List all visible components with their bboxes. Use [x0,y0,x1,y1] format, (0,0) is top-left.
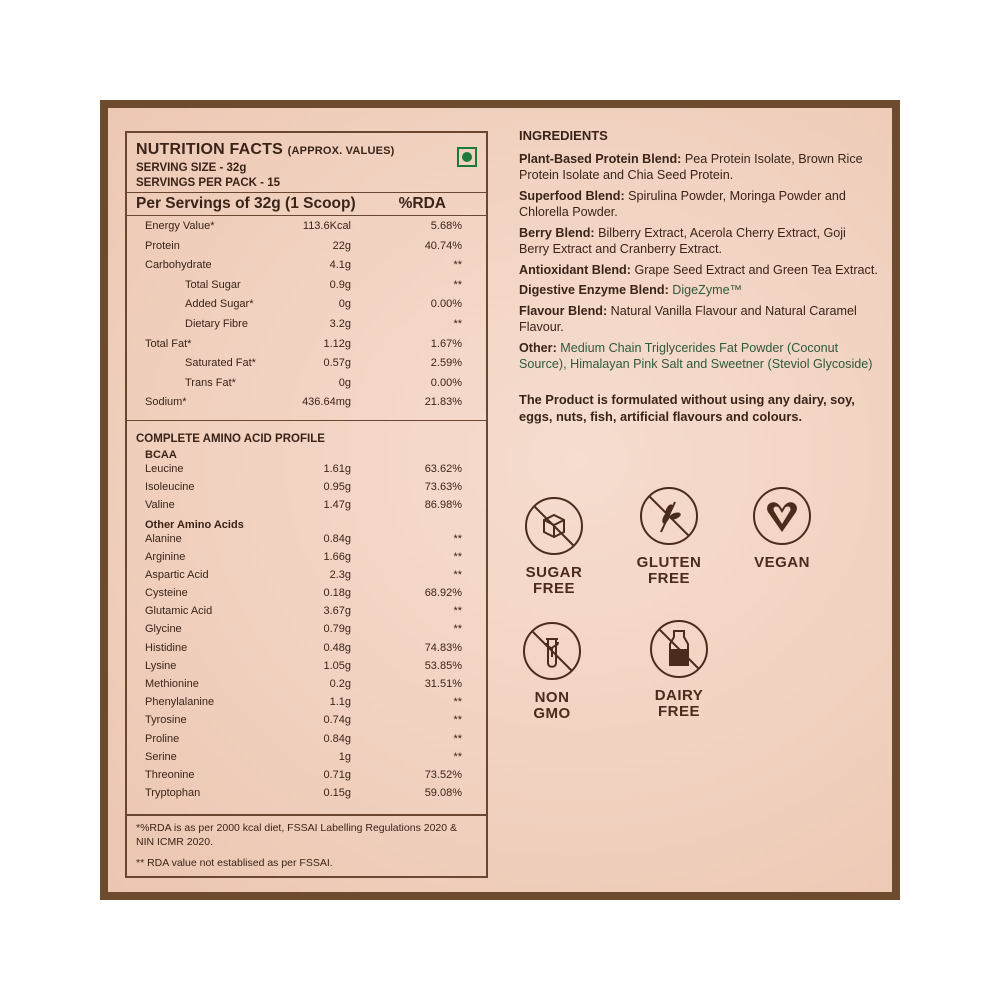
nutrient-amount: 436.64mg [302,396,351,409]
nutrient-name: Added Sugar* [185,298,254,311]
label-frame [100,100,900,900]
nutrient-row [127,481,486,499]
nutrient-name: Lysine [145,659,177,672]
nutrient-rows [127,216,486,414]
nutrient-rda: 31.51% [424,678,462,690]
nutrient-rda: 40.74% [424,239,462,252]
nutrient-rda: 59.08% [424,787,462,800]
ingredient-text: Pea Protein Isolate, Brown Rice Protein Isolate and Chia Seed Protein. [519,151,863,182]
nutrient-amount: 0.74g [323,714,351,727]
badge-label: VEGAN [754,554,810,571]
nutrient-amount: 1.47g [323,499,351,512]
nutrient-amount: 1.61g [323,462,351,475]
ingredient-label: Plant-Based Protein Blend: [519,151,682,166]
nutrient-name: Methionine [145,678,199,690]
nutrient-name: Energy Value* [145,220,215,232]
nutrient-amount: 0.95g [323,481,351,494]
badge-non-gmo [512,621,592,721]
nutrient-amount: 1g [338,750,351,763]
nutrient-rda: ** [453,532,462,545]
nutrient-row [127,355,486,375]
nutrient-rda: 68.92% [424,587,462,600]
ingredient-text: Natural Vanilla Flavour and Natural Caramel Flavour. [519,303,857,334]
nutrient-amount: 22g [332,239,351,252]
nutrient-name: Glutamic Acid [145,605,213,618]
nutrient-name: Carbohydrate [145,259,212,272]
nutrient-rda: 73.52% [424,768,462,781]
nutrient-amount: 0.48g [323,641,351,654]
ingredient-item [519,340,879,373]
nutrient-name: Alanine [145,532,182,545]
nutrient-row [127,238,486,258]
ingredient-text: Spirulina Powder, Moringa Powder and Chlorella Powder. [519,188,846,219]
nutrient-amount: 1.1g [329,696,351,709]
nutrient-name: Histidine [145,641,188,654]
nutrient-name: Proline [145,732,180,745]
nutrient-name: Valine [145,499,175,512]
footnote-not-established: ** RDA value not establised as per FSSAI. [136,857,333,869]
nutrient-name: Aspartic Acid [145,568,209,581]
nutrient-name: Threonine [145,768,195,781]
nutrient-row [127,463,486,481]
nutrient-rda: 0.00% [430,376,462,389]
nutrient-name: Serine [145,750,177,763]
nutrient-row [127,277,486,297]
nutrient-row [127,336,486,356]
nutrient-amount: 3.67g [323,605,351,618]
ingredient-list [519,151,879,373]
nutrient-amount: 2.3g [329,568,351,581]
nutrient-name: Arginine [145,550,186,563]
nutrient-name: Isoleucine [145,481,195,494]
nutrient-row [127,533,486,551]
nutrient-rda: 74.83% [424,641,462,654]
ingredient-label: Other: [519,340,557,355]
nutrient-rda: 63.62% [424,462,462,475]
ingredient-label: Berry Blend: [519,225,595,240]
nutrient-row [127,660,486,678]
nutrient-row [127,623,486,641]
nutrient-rda: ** [453,732,462,745]
nutrient-amount: 0g [338,376,351,389]
ingredients-section [519,128,879,429]
nutrition-facts-table [125,131,488,816]
ingredient-text: DigeZyme™ [672,283,743,297]
ingredient-item [519,225,879,258]
ingredient-item [519,262,879,279]
ingredient-item [519,151,879,184]
nutrient-rda: 1.67% [430,337,462,350]
nutrient-rda: ** [453,317,462,330]
nutrient-amount: 0.71g [323,768,351,781]
nutrient-row [127,678,486,696]
nutrient-amount: 0.9g [329,278,351,291]
ingredient-text: Medium Chain Triglycerides Fat Powder (Coconut Source), Himalayan Pink Salt and Sweetner (Steviol Glycoside) [519,340,873,371]
nutrient-amount: 3.2g [329,317,351,330]
ingredient-item [519,282,879,299]
nutrient-row [127,218,486,238]
nutrient-amount: 4.1g [329,259,351,272]
nutrient-row [127,257,486,277]
nutrient-amount: 0.84g [323,532,351,545]
nutrient-name: Sodium* [145,396,187,409]
nutrient-name: Protein [145,239,180,252]
nutrient-name: Phenylalanine [145,696,215,709]
nutrient-row [127,316,486,336]
badge-label: SUGAR [525,564,583,581]
wheat-icon [639,486,699,546]
badge-label: FREE [657,702,700,720]
ingredient-label: Flavour Blend: [519,303,608,318]
serving-size: SERVING SIZE - 32g [136,162,247,174]
nutrient-row [127,394,486,414]
vegan-heart-icon [752,486,812,546]
other-amino-label: Other Amino Acids [145,518,244,531]
nutrient-amount: 0.84g [323,732,351,745]
formulation-statement: The Product is formulated without using any dairy, soy, eggs, nuts, fish, artificial flavours and colours. [519,391,855,424]
nutrient-name: Total Sugar [185,278,241,291]
nutrient-rda: ** [453,714,462,727]
nutrient-amount: 0.57g [323,357,351,370]
nutrient-amount: 113.6Kcal [302,220,351,232]
sugar-cube-icon [524,496,584,556]
badge-label: GLUTEN [636,554,702,571]
per-serving-label: Per Servings of 32g (1 Scoop) [136,195,356,212]
nutrient-row [127,499,486,517]
badge-vegan [742,486,822,571]
nutrient-rda: ** [453,605,462,618]
nutrient-rda: ** [453,259,462,272]
ingredient-label: Superfood Blend: [519,188,625,203]
nutrient-rda: ** [453,750,462,763]
nutrient-name: Trans Fat* [185,376,236,389]
nutrient-name: Dietary Fibre [185,317,248,330]
badge-label: FREE [532,579,575,597]
nutrient-rda: 5.68% [430,220,462,232]
servings-per-pack: SERVINGS PER PACK - 15 [136,177,281,189]
per-serving-header [127,192,486,216]
nutrition-title: NUTRITION FACTS [136,141,283,158]
badge-sugar-free [514,496,594,596]
nutrient-rda: ** [453,696,462,709]
nutrient-rda: ** [453,568,462,581]
nutrient-row [127,605,486,623]
nutrition-title-note: (APPROX. VALUES) [287,145,395,157]
nutrient-rda: 86.98% [424,499,462,512]
ingredient-item [519,303,879,336]
bcaa-rows [127,463,486,518]
nutrient-rda: 2.59% [430,357,462,370]
ingredient-text: Grape Seed Extract and Green Tea Extract. [634,262,878,277]
rda-header: %RDA [398,195,446,212]
nutrient-amount: 0g [338,298,351,311]
badge-dairy-free [639,619,719,719]
nutrient-amount: 1.12g [323,337,351,350]
nutrition-footnotes [125,816,488,878]
ingredient-text: Bilberry Extract, Acerola Cherry Extract, Goji Berry Extract and Cranberry Extract. [519,225,846,256]
label-panel [108,108,892,892]
nutrient-amount: 0.18g [323,587,351,600]
nutrient-rda: 73.63% [424,481,462,494]
ingredient-label: Digestive Enzyme Blend: [519,283,669,297]
nutrient-rda: ** [453,278,462,291]
nutrient-name: Glycine [145,623,182,636]
nutrient-rda: 21.83% [424,396,462,409]
nutrient-rda: ** [453,623,462,636]
nutrient-amount: 0.2g [329,678,351,690]
milk-bottle-icon [649,619,709,679]
badge-label: FREE [647,569,690,587]
nutrient-name: Leucine [145,462,184,475]
nutrient-row [127,587,486,605]
badge-label: NON [534,689,570,706]
nutrient-amount: 1.66g [323,550,351,563]
nutrition-header [127,133,486,189]
nutrient-name: Tyrosine [145,714,187,727]
nutrient-row [127,569,486,587]
nutrient-row [127,296,486,316]
nutrient-name: Total Fat* [145,337,192,350]
test-tube-plant-icon [522,621,582,681]
nutrient-row [127,375,486,395]
badge-label: GMO [533,704,571,722]
nutrient-row [127,551,486,569]
footnote-rda: *%RDA is as per 2000 kcal diet, FSSAI Labelling Regulations 2020 & NIN ICMR 2020. [136,822,458,848]
nutrient-rda: ** [453,550,462,563]
nutrient-row [127,751,486,769]
veg-mark-icon [457,147,477,167]
nutrient-row [127,769,486,787]
ingredients-title: INGREDIENTS [519,128,608,143]
nutrient-row [127,733,486,751]
nutrient-row [127,714,486,732]
badge-gluten-free [629,486,709,586]
ingredient-item [519,188,879,221]
nutrient-row [127,642,486,660]
nutrient-name: Cysteine [145,587,188,600]
nutrient-rda: 53.85% [424,659,462,672]
nutrient-row [127,787,486,805]
nutrient-amount: 1.05g [323,659,351,672]
nutrient-amount: 0.15g [323,787,351,800]
nutrient-row [127,696,486,714]
nutrient-rda: 0.00% [430,298,462,311]
bcaa-label: BCAA [145,448,177,461]
nutrient-amount: 0.79g [323,623,351,636]
nutrient-name: Saturated Fat* [185,357,256,370]
amino-acid-title: COMPLETE AMINO ACID PROFILE [127,420,486,449]
other-amino-rows [127,533,486,806]
nutrient-name: Tryptophan [145,787,201,800]
ingredient-label: Antioxidant Blend: [519,262,631,277]
badge-label: DAIRY [654,687,704,704]
